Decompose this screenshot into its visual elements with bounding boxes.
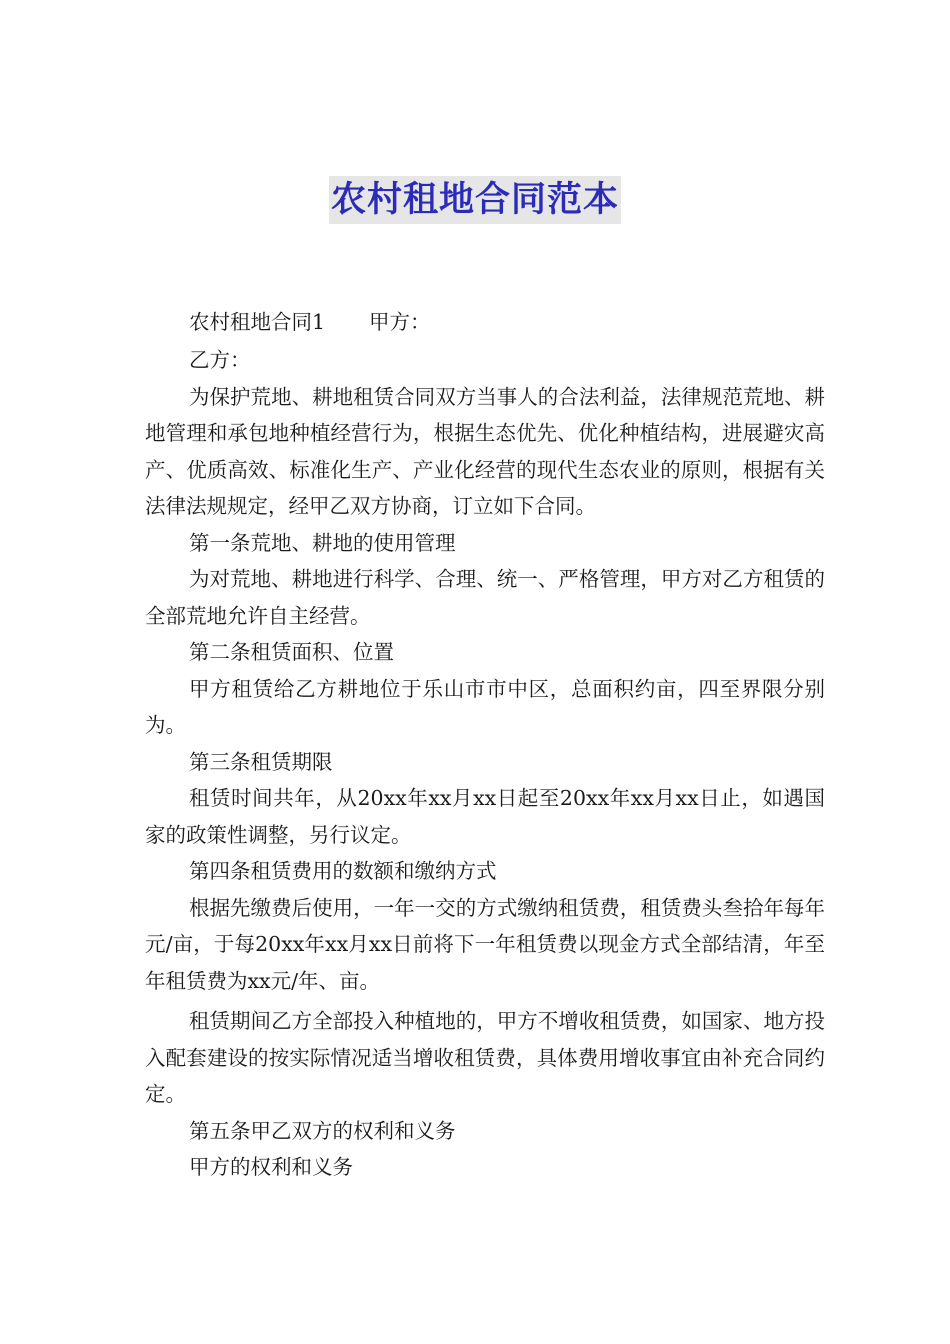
paragraph-preamble: 为保护荒地、耕地租赁合同双方当事人的合法利益，法律规范荒地、耕地管理和承包地种植经营行为，根据生态优先、优化种植结构，进展避灾高产、优质高效、标准化生产、产业化经营的现代生态农业的原则，根据有关法律法规规定，经甲乙双方协商，订立如下合同。 [145,384,825,518]
contract-heading-label: 农村租地合同1 [189,310,326,334]
article-2-text: 甲方租赁给乙方耕地位于乐山市市中区，总面积约亩，四至界限分别为。 [145,676,825,737]
article-3-text: 租赁时间共年，从20xx年xx月xx日起至20xx年xx月xx日止，如遇国家的政策性调整，另行议定。 [145,786,825,847]
article-4-text-2: 租赁期间乙方全部投入种植地的，甲方不增收租赁费，如国家、地方投入配套建设的按实际情况适当增收租赁费，具体费用增收事宜由补充合同约定。 [145,1009,825,1106]
document-body [145,302,825,1186]
party-a-rights-heading: 甲方的权利和义务 [189,1155,353,1179]
article-1-heading: 第一条荒地、耕地的使用管理 [189,530,456,555]
party-b-label: 乙方： [189,348,251,372]
article-5-heading: 第五条甲乙双方的权利和义务 [189,1118,456,1143]
article-4-text: 根据先缴费后使用，一年一交的方式缴纳租赁费，租赁费头叁拾年每年元/亩，于每20xx年xx月xx日前将下一年租赁费以现金方式全部结清，年至年租赁费为xx元/年、亩。 [145,895,825,993]
article-3-heading: 第三条租赁期限 [189,749,333,774]
document-title: 农村租地合同范本 [329,176,621,224]
article-2-heading: 第二条租赁面积、位置 [189,640,394,664]
contract-heading-line [145,302,825,342]
title-block [0,176,950,224]
article-4-heading: 第四条租赁费用的数额和缴纳方式 [189,859,497,883]
party-a-label: 甲方： [369,310,431,334]
article-1-text: 为对荒地、耕地进行科学、合理、统一、严格管理，甲方对乙方租赁的全部荒地允许自主经营。 [145,567,825,628]
